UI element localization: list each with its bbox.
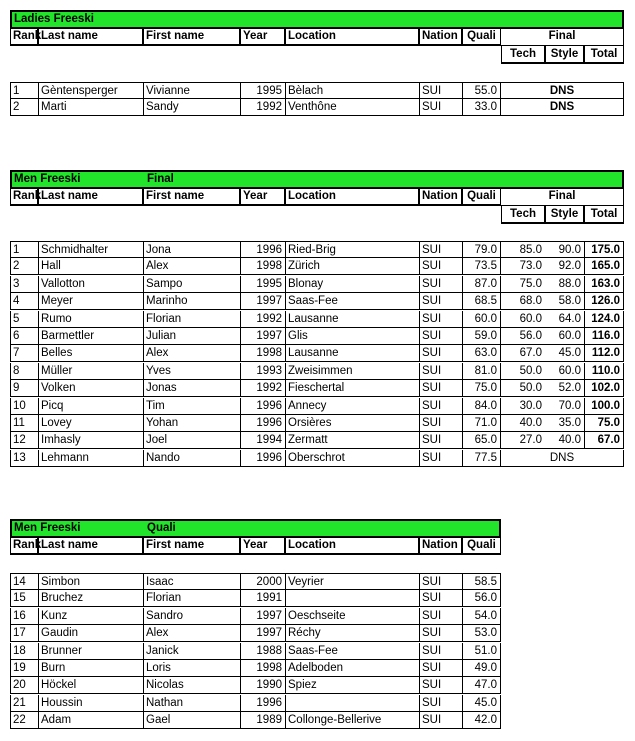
cell-last: Imhasly bbox=[38, 432, 143, 449]
header-location: Location bbox=[285, 188, 419, 206]
cell-total: 126.0 bbox=[584, 293, 624, 310]
cell-quali: 58.5 bbox=[462, 573, 501, 590]
cell-nation: SUI bbox=[419, 660, 462, 677]
cell-nation: SUI bbox=[419, 293, 462, 310]
cell-location: Venthône bbox=[285, 99, 419, 116]
cell-first: Marinho bbox=[143, 293, 240, 310]
cell-tech: 60.0 bbox=[501, 311, 545, 328]
header-nation: Nation bbox=[419, 188, 462, 206]
cell-last: Kunz bbox=[38, 608, 143, 625]
cell-quali: 49.0 bbox=[462, 660, 501, 677]
cell-location: Zermatt bbox=[285, 432, 419, 449]
header-first: First name bbox=[143, 188, 240, 206]
cell-first: Alex bbox=[143, 345, 240, 362]
cell-location: Bèlach bbox=[285, 82, 419, 99]
header-location: Location bbox=[285, 537, 419, 555]
cell-rank: 13 bbox=[10, 450, 38, 467]
header-tech: Tech bbox=[501, 45, 545, 64]
cell-last: Marti bbox=[38, 99, 143, 116]
cell-year: 1992 bbox=[240, 311, 285, 328]
cell-location: Annecy bbox=[285, 398, 419, 415]
cell-total: 67.0 bbox=[584, 432, 624, 449]
cell-year: 1998 bbox=[240, 660, 285, 677]
cell-year: 1995 bbox=[240, 276, 285, 293]
cell-location: Saas-Fee bbox=[285, 643, 419, 660]
header-final: Final bbox=[501, 188, 624, 206]
cell-nation: SUI bbox=[419, 82, 462, 99]
cell-quali: 84.0 bbox=[462, 398, 501, 415]
cell-tech: 40.0 bbox=[501, 415, 545, 432]
cell-quali: 71.0 bbox=[462, 415, 501, 432]
cell-rank: 9 bbox=[10, 380, 38, 397]
section-title: Men Freeski bbox=[14, 173, 81, 185]
header-tech: Tech bbox=[501, 205, 545, 224]
cell-rank: 2 bbox=[10, 99, 38, 116]
cell-year: 1996 bbox=[240, 450, 285, 467]
cell-location: Zweisimmen bbox=[285, 363, 419, 380]
cell-total: 124.0 bbox=[584, 311, 624, 328]
header-total: Total bbox=[584, 45, 624, 64]
cell-location: Lausanne bbox=[285, 311, 419, 328]
header-rank: Rank bbox=[10, 28, 38, 46]
cell-nation: SUI bbox=[419, 677, 462, 694]
cell-quali: 60.0 bbox=[462, 311, 501, 328]
cell-nation: SUI bbox=[419, 380, 462, 397]
cell-last: Simbon bbox=[38, 573, 143, 590]
cell-rank: 6 bbox=[10, 328, 38, 345]
cell-total: 116.0 bbox=[584, 328, 624, 345]
header-quali: Quali bbox=[462, 28, 501, 46]
cell-last: Lehmann bbox=[38, 450, 143, 467]
header-year: Year bbox=[240, 188, 285, 206]
cell-year: 2000 bbox=[240, 573, 285, 590]
cell-location: Adelboden bbox=[285, 660, 419, 677]
cell-year: 1996 bbox=[240, 241, 285, 258]
cell-rank: 14 bbox=[10, 573, 38, 590]
cell-nation: SUI bbox=[419, 450, 462, 467]
cell-quali: 75.0 bbox=[462, 380, 501, 397]
cell-first: Sampo bbox=[143, 276, 240, 293]
cell-location: Blonay bbox=[285, 276, 419, 293]
cell-style: 58.0 bbox=[545, 293, 584, 310]
cell-first: Florian bbox=[143, 590, 240, 607]
cell-style: 90.0 bbox=[545, 241, 584, 258]
cell-location bbox=[285, 590, 419, 607]
cell-last: Rumo bbox=[38, 311, 143, 328]
cell-quali: 47.0 bbox=[462, 677, 501, 694]
cell-last: Adam bbox=[38, 712, 143, 729]
header-first: First name bbox=[143, 537, 240, 555]
section-title-bar bbox=[10, 170, 624, 189]
cell-first: Nicolas bbox=[143, 677, 240, 694]
cell-total: 110.0 bbox=[584, 363, 624, 380]
cell-total: 165.0 bbox=[584, 258, 624, 275]
cell-last: Hall bbox=[38, 258, 143, 275]
cell-first: Alex bbox=[143, 258, 240, 275]
cell-last: Picq bbox=[38, 398, 143, 415]
header-style: Style bbox=[545, 205, 584, 224]
cell-rank: 10 bbox=[10, 398, 38, 415]
cell-nation: SUI bbox=[419, 432, 462, 449]
cell-total: 100.0 bbox=[584, 398, 624, 415]
header-total: Total bbox=[584, 205, 624, 224]
cell-quali: 77.5 bbox=[462, 450, 501, 467]
cell-rank: 5 bbox=[10, 311, 38, 328]
cell-year: 1995 bbox=[240, 82, 285, 99]
cell-first: Vivianne bbox=[143, 82, 240, 99]
cell-final-note: DNS bbox=[501, 450, 624, 467]
cell-rank: 3 bbox=[10, 276, 38, 293]
cell-year: 1992 bbox=[240, 380, 285, 397]
cell-first: Jona bbox=[143, 241, 240, 258]
cell-year: 1997 bbox=[240, 293, 285, 310]
cell-first: Yohan bbox=[143, 415, 240, 432]
cell-location: Spiez bbox=[285, 677, 419, 694]
cell-style: 64.0 bbox=[545, 311, 584, 328]
cell-location: Ried-Brig bbox=[285, 241, 419, 258]
cell-nation: SUI bbox=[419, 363, 462, 380]
cell-first: Sandro bbox=[143, 608, 240, 625]
cell-quali: 55.0 bbox=[462, 82, 501, 99]
cell-year: 1997 bbox=[240, 625, 285, 642]
cell-total: 175.0 bbox=[584, 241, 624, 258]
cell-tech: 30.0 bbox=[501, 398, 545, 415]
cell-final-note: DNS bbox=[501, 99, 624, 116]
header-last: Last name bbox=[38, 188, 143, 206]
cell-location: Fieschertal bbox=[285, 380, 419, 397]
cell-nation: SUI bbox=[419, 590, 462, 607]
cell-style: 60.0 bbox=[545, 328, 584, 345]
cell-year: 1992 bbox=[240, 99, 285, 116]
cell-nation: SUI bbox=[419, 328, 462, 345]
cell-quali: 53.0 bbox=[462, 625, 501, 642]
cell-last: Burn bbox=[38, 660, 143, 677]
cell-nation: SUI bbox=[419, 608, 462, 625]
cell-last: Barmettler bbox=[38, 328, 143, 345]
cell-rank: 18 bbox=[10, 643, 38, 660]
cell-rank: 8 bbox=[10, 363, 38, 380]
cell-style: 35.0 bbox=[545, 415, 584, 432]
cell-year: 1996 bbox=[240, 398, 285, 415]
cell-rank: 20 bbox=[10, 677, 38, 694]
cell-year: 1998 bbox=[240, 258, 285, 275]
cell-last: Volken bbox=[38, 380, 143, 397]
header-location: Location bbox=[285, 28, 419, 46]
cell-nation: SUI bbox=[419, 258, 462, 275]
cell-rank: 7 bbox=[10, 345, 38, 362]
cell-nation: SUI bbox=[419, 276, 462, 293]
cell-first: Janick bbox=[143, 643, 240, 660]
cell-nation: SUI bbox=[419, 241, 462, 258]
cell-quali: 79.0 bbox=[462, 241, 501, 258]
cell-first: Loris bbox=[143, 660, 240, 677]
cell-first: Nathan bbox=[143, 695, 240, 712]
cell-rank: 17 bbox=[10, 625, 38, 642]
cell-year: 1990 bbox=[240, 677, 285, 694]
cell-last: Meyer bbox=[38, 293, 143, 310]
cell-nation: SUI bbox=[419, 311, 462, 328]
cell-quali: 45.0 bbox=[462, 695, 501, 712]
cell-last: Belles bbox=[38, 345, 143, 362]
cell-tech: 27.0 bbox=[501, 432, 545, 449]
cell-tech: 85.0 bbox=[501, 241, 545, 258]
cell-first: Tim bbox=[143, 398, 240, 415]
cell-last: Brunner bbox=[38, 643, 143, 660]
cell-first: Joel bbox=[143, 432, 240, 449]
cell-tech: 75.0 bbox=[501, 276, 545, 293]
cell-location: Orsières bbox=[285, 415, 419, 432]
cell-tech: 68.0 bbox=[501, 293, 545, 310]
cell-total: 102.0 bbox=[584, 380, 624, 397]
cell-last: Höckel bbox=[38, 677, 143, 694]
cell-quali: 54.0 bbox=[462, 608, 501, 625]
cell-style: 92.0 bbox=[545, 258, 584, 275]
cell-last: Lovey bbox=[38, 415, 143, 432]
cell-year: 1997 bbox=[240, 328, 285, 345]
cell-nation: SUI bbox=[419, 695, 462, 712]
cell-rank: 1 bbox=[10, 241, 38, 258]
cell-rank: 15 bbox=[10, 590, 38, 607]
cell-total: 75.0 bbox=[584, 415, 624, 432]
cell-quali: 42.0 bbox=[462, 712, 501, 729]
cell-year: 1997 bbox=[240, 608, 285, 625]
cell-location: Zürich bbox=[285, 258, 419, 275]
cell-last: Bruchez bbox=[38, 590, 143, 607]
cell-tech: 73.0 bbox=[501, 258, 545, 275]
cell-location: Réchy bbox=[285, 625, 419, 642]
cell-first: Julian bbox=[143, 328, 240, 345]
cell-rank: 22 bbox=[10, 712, 38, 729]
cell-first: Gael bbox=[143, 712, 240, 729]
cell-quali: 81.0 bbox=[462, 363, 501, 380]
cell-year: 1993 bbox=[240, 363, 285, 380]
cell-first: Sandy bbox=[143, 99, 240, 116]
cell-quali: 73.5 bbox=[462, 258, 501, 275]
cell-style: 52.0 bbox=[545, 380, 584, 397]
cell-quali: 68.5 bbox=[462, 293, 501, 310]
cell-first: Florian bbox=[143, 311, 240, 328]
header-year: Year bbox=[240, 28, 285, 46]
header-rank: Rank bbox=[10, 188, 38, 206]
cell-quali: 63.0 bbox=[462, 345, 501, 362]
cell-first: Isaac bbox=[143, 573, 240, 590]
cell-quali: 56.0 bbox=[462, 590, 501, 607]
cell-nation: SUI bbox=[419, 415, 462, 432]
cell-style: 88.0 bbox=[545, 276, 584, 293]
cell-nation: SUI bbox=[419, 625, 462, 642]
cell-nation: SUI bbox=[419, 643, 462, 660]
cell-last: Vallotton bbox=[38, 276, 143, 293]
cell-first: Jonas bbox=[143, 380, 240, 397]
cell-total: 163.0 bbox=[584, 276, 624, 293]
cell-last: Gaudin bbox=[38, 625, 143, 642]
header-nation: Nation bbox=[419, 537, 462, 555]
cell-location: Lausanne bbox=[285, 345, 419, 362]
cell-first: Alex bbox=[143, 625, 240, 642]
header-final: Final bbox=[501, 28, 624, 46]
header-last: Last name bbox=[38, 28, 143, 46]
cell-style: 40.0 bbox=[545, 432, 584, 449]
cell-style: 45.0 bbox=[545, 345, 584, 362]
cell-final-note: DNS bbox=[501, 82, 624, 99]
cell-nation: SUI bbox=[419, 573, 462, 590]
cell-rank: 12 bbox=[10, 432, 38, 449]
cell-rank: 2 bbox=[10, 258, 38, 275]
cell-quali: 65.0 bbox=[462, 432, 501, 449]
section-subtitle: Final bbox=[147, 173, 174, 185]
cell-last: Houssin bbox=[38, 695, 143, 712]
cell-year: 1988 bbox=[240, 643, 285, 660]
cell-location: Collonge-Bellerive bbox=[285, 712, 419, 729]
cell-year: 1989 bbox=[240, 712, 285, 729]
cell-quali: 87.0 bbox=[462, 276, 501, 293]
cell-rank: 11 bbox=[10, 415, 38, 432]
cell-location: Saas-Fee bbox=[285, 293, 419, 310]
cell-last: Müller bbox=[38, 363, 143, 380]
header-last: Last name bbox=[38, 537, 143, 555]
cell-tech: 67.0 bbox=[501, 345, 545, 362]
cell-rank: 4 bbox=[10, 293, 38, 310]
header-quali: Quali bbox=[462, 537, 501, 555]
cell-quali: 33.0 bbox=[462, 99, 501, 116]
cell-nation: SUI bbox=[419, 345, 462, 362]
cell-style: 60.0 bbox=[545, 363, 584, 380]
cell-rank: 16 bbox=[10, 608, 38, 625]
cell-rank: 21 bbox=[10, 695, 38, 712]
header-rank: Rank bbox=[10, 537, 38, 555]
section-subtitle bbox=[145, 12, 149, 29]
cell-first: Yves bbox=[143, 363, 240, 380]
cell-year: 1996 bbox=[240, 415, 285, 432]
section-title-bar bbox=[10, 10, 624, 29]
cell-total: 112.0 bbox=[584, 345, 624, 362]
cell-location: Oeschseite bbox=[285, 608, 419, 625]
cell-tech: 50.0 bbox=[501, 380, 545, 397]
cell-location: Oberschrot bbox=[285, 450, 419, 467]
cell-rank: 19 bbox=[10, 660, 38, 677]
cell-quali: 59.0 bbox=[462, 328, 501, 345]
cell-nation: SUI bbox=[419, 99, 462, 116]
cell-year: 1991 bbox=[240, 590, 285, 607]
cell-year: 1994 bbox=[240, 432, 285, 449]
section-title: Ladies Freeski bbox=[14, 13, 94, 25]
cell-last: Gèntensperger bbox=[38, 82, 143, 99]
cell-quali: 51.0 bbox=[462, 643, 501, 660]
cell-location: Glis bbox=[285, 328, 419, 345]
header-quali: Quali bbox=[462, 188, 501, 206]
cell-location: Veyrier bbox=[285, 573, 419, 590]
header-year: Year bbox=[240, 537, 285, 555]
header-first: First name bbox=[143, 28, 240, 46]
cell-first: Nando bbox=[143, 450, 240, 467]
cell-tech: 56.0 bbox=[501, 328, 545, 345]
cell-last: Schmidhalter bbox=[38, 241, 143, 258]
cell-year: 1998 bbox=[240, 345, 285, 362]
header-nation: Nation bbox=[419, 28, 462, 46]
section-title-bar bbox=[10, 519, 501, 538]
cell-style: 70.0 bbox=[545, 398, 584, 415]
cell-nation: SUI bbox=[419, 398, 462, 415]
cell-rank: 1 bbox=[10, 82, 38, 99]
section-subtitle: Quali bbox=[147, 522, 176, 534]
header-style: Style bbox=[545, 45, 584, 64]
cell-year: 1996 bbox=[240, 695, 285, 712]
cell-nation: SUI bbox=[419, 712, 462, 729]
cell-tech: 50.0 bbox=[501, 363, 545, 380]
cell-location bbox=[285, 695, 419, 712]
section-title: Men Freeski bbox=[14, 522, 81, 534]
